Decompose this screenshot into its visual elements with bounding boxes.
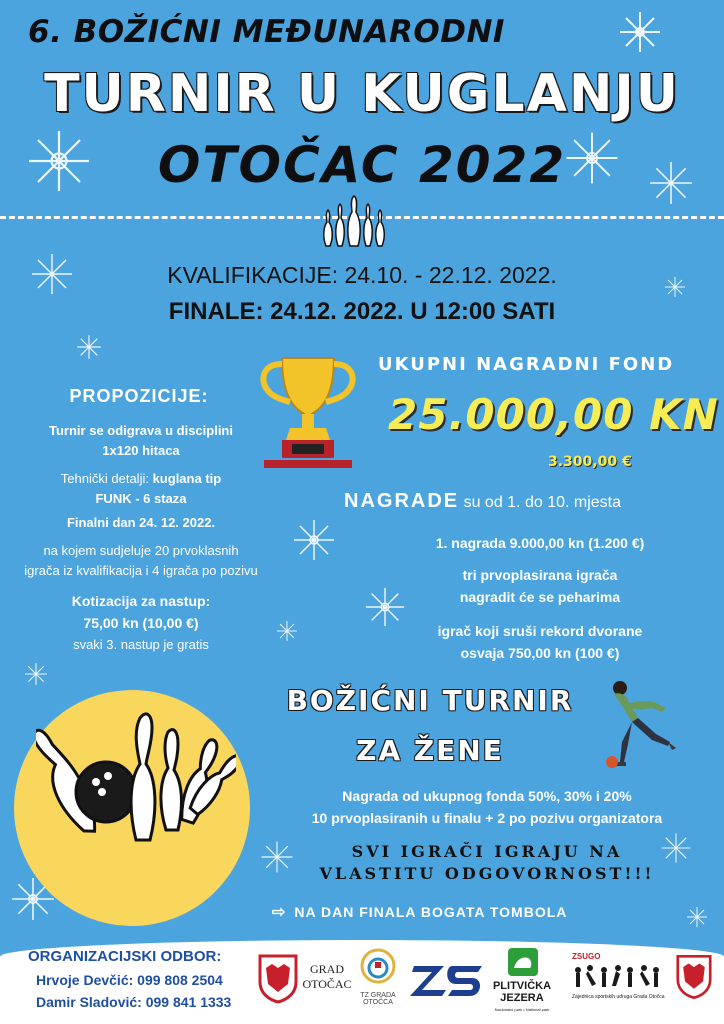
woman-bowler-icon (600, 678, 680, 778)
women-finalists-line: 10 prvoplasiranih u finalu + 2 po pozivu organizatora (311, 810, 663, 826)
zsugo-logo-title: ZSUGO (572, 952, 601, 961)
bowling-strike-icon (36, 712, 236, 852)
warning-line: SVI IGRAČI IGRAJU NA (351, 842, 623, 861)
warning-line: VLASTITU ODGOVORNOST!!! (319, 864, 655, 883)
bowling-pins-icon (318, 192, 390, 248)
committee-title: ORGANIZACIJSKI ODBOR: (28, 948, 222, 965)
award-trophy-line: nagradit će se peharima (459, 589, 621, 605)
propositions-line: igrača iz kvalifikacija i 4 igrača po pozivu (24, 563, 258, 578)
grad-otocac-logo-text: GRAD OTOČAC (302, 962, 352, 991)
event-subtitle: 6. BOŽIĆNI MEĐUNARODNI (28, 14, 505, 50)
propositions-line: FUNK - 6 staza (95, 491, 187, 506)
propositions-line: Finalni dan 24. 12. 2022. (66, 515, 216, 530)
women-prize-line: Nagrada od ukupnog fonda 50%, 30% i 20% (342, 788, 632, 804)
tombola-note: ⇨ NA DAN FINALA BOGATA TOMBOLA (272, 904, 568, 921)
committee-member: Hrvoje Devčić: 099 808 2504 (36, 972, 223, 988)
prize-fund-eur: 3.300,00 € (548, 454, 632, 470)
awards-heading: NAGRADE su od 1. do 10. mjesta (344, 490, 621, 512)
qualifications-dates: KVALIFIKACIJE: 24.10. - 22.12. 2022. (167, 262, 557, 288)
coat-of-arms-logo (676, 954, 712, 1000)
event-title: TURNIR U KUGLANJU (44, 64, 680, 124)
women-tournament-title: ZA ŽENE (356, 734, 504, 767)
prize-fund-title: UKUPNI NAGRADNI FOND (378, 354, 675, 375)
zs-logo (408, 960, 486, 1000)
zsugo-athletes-logo (572, 962, 662, 992)
prize-fund-amount: 25.000,00 KN (388, 390, 719, 439)
snowflake-icon (24, 662, 48, 686)
final-date: FINALE: 24.12. 2022. U 12:00 SATI (168, 298, 556, 325)
women-tournament-title: BOŽIĆNI TURNIR (286, 684, 574, 717)
propositions-line: 1x120 hitaca (102, 443, 180, 458)
zsugo-logo-text: Zajednica sportskih udruga Grada Otočca (572, 994, 665, 1000)
otocac-coat-of-arms-logo (258, 954, 298, 1004)
snowflake-icon (292, 518, 336, 562)
snowflake-icon (686, 906, 708, 928)
tz-logo-text: TZ GRADA OTOČCA (360, 992, 396, 1006)
propositions-line: Turnir se odigrava u disciplini (49, 423, 233, 438)
award-record-line: osvaja 750,00 kn (100 €) (460, 645, 620, 661)
arrow-right-icon: ⇨ (272, 904, 287, 921)
award-first: 1. nagrada 9.000,00 kn (1.200 €) (435, 535, 645, 551)
event-location-year: OTOČAC 2022 (157, 136, 567, 194)
award-record-line: igrač koji sruši rekord dvorane (437, 623, 643, 639)
propositions-line: 75,00 kn (10,00 €) (83, 615, 199, 631)
plitvice-logo (506, 946, 540, 978)
propositions-title: PROPOZICIJE: (69, 386, 209, 406)
snowflake-icon (276, 620, 298, 642)
award-trophy-line: tri prvoplasirana igrača (462, 567, 618, 583)
snowflake-icon (618, 10, 662, 54)
propositions-line: svaki 3. nastup je gratis (73, 637, 209, 652)
propositions-line: Kotizacija za nastup: (71, 593, 211, 609)
tz-otocac-logo (358, 946, 398, 990)
snowflake-icon (76, 334, 102, 360)
propositions-line: Tehnički detalji: kuglana tip (60, 471, 222, 486)
plitvice-logo-text: PLITVIČKA JEZERA Nacionalni park • National park (492, 980, 552, 1012)
committee-member: Damir Sladović: 099 841 1333 (36, 994, 232, 1010)
propositions-line: na kojem sudjeluje 20 prvoklasnih (43, 543, 239, 558)
